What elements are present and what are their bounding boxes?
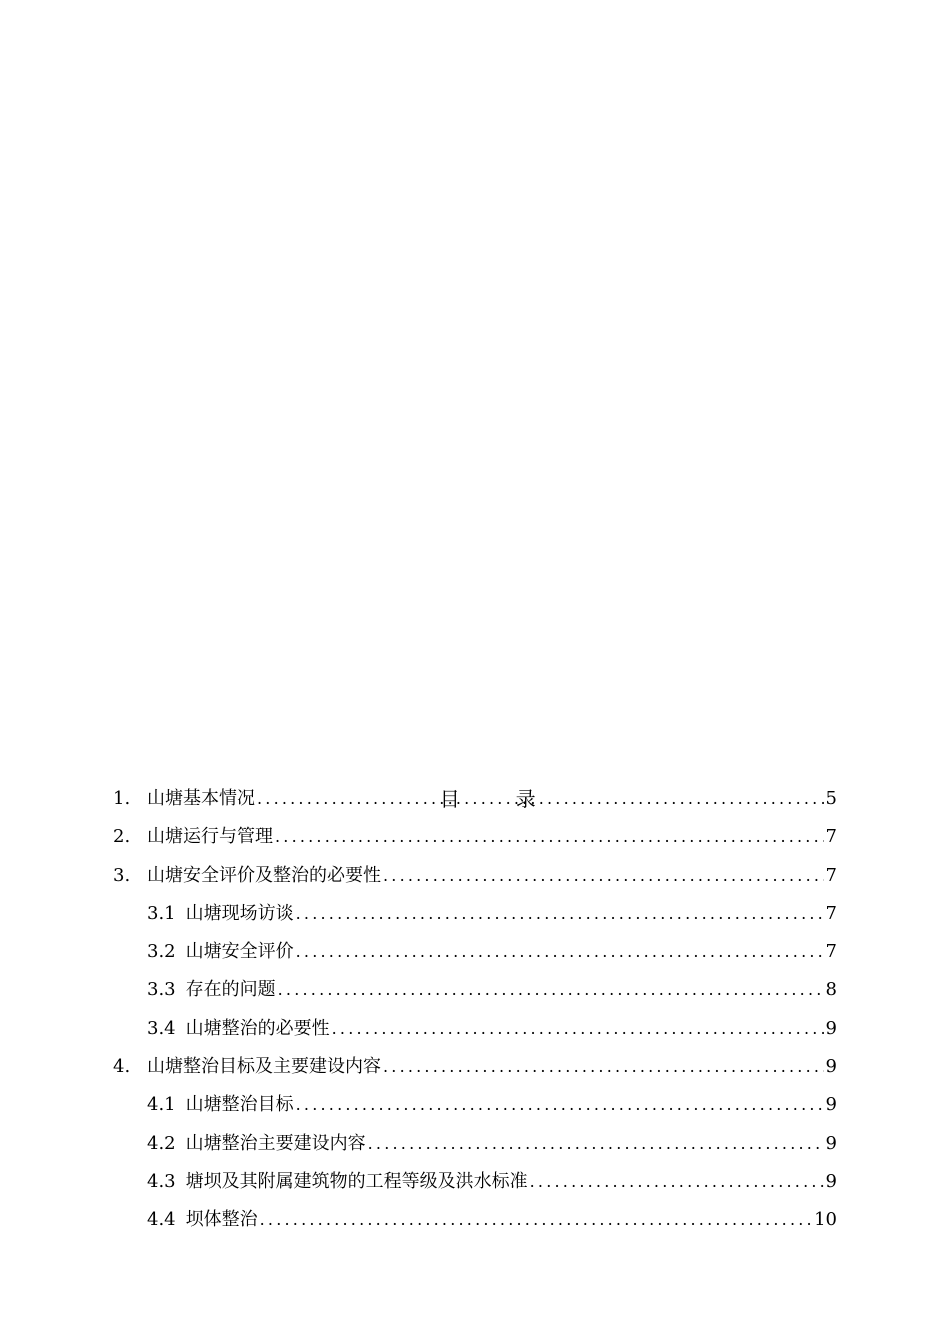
- toc-entry-text: 山塘基本情况: [147, 788, 255, 809]
- toc-dot-leader: [260, 1201, 812, 1239]
- toc-entry[interactable]: [113, 1086, 837, 1124]
- toc-dot-leader: [296, 1086, 824, 1124]
- toc-title-left: 目: [439, 787, 460, 811]
- toc-dot-leader: [332, 1010, 824, 1048]
- toc-dot-leader: [296, 933, 824, 971]
- toc-entry[interactable]: [113, 780, 837, 818]
- toc-entry-number: 3.2: [147, 941, 176, 963]
- toc-entry-text: 坝体整治: [185, 1209, 258, 1231]
- toc-entry-number: 4.1: [147, 1094, 176, 1116]
- toc-dot-leader: [257, 780, 824, 818]
- toc-entry[interactable]: [113, 1010, 837, 1048]
- toc-entry-number: 4.3: [147, 1170, 176, 1192]
- toc-dot-leader: [368, 1125, 824, 1163]
- toc-entry-text: 山塘现场访谈: [185, 902, 294, 924]
- toc-entry[interactable]: [113, 1048, 837, 1086]
- toc-entry-number: 3.1: [147, 902, 176, 924]
- toc-title-right: 录: [515, 787, 536, 811]
- toc-entry[interactable]: [113, 857, 837, 895]
- toc-dot-leader: [530, 1163, 824, 1201]
- toc-entry-page: 8: [825, 979, 837, 1001]
- toc-entry[interactable]: [113, 895, 837, 933]
- toc-entry-text: 存在的问题: [185, 979, 276, 1001]
- toc-entry-page: 9: [825, 1017, 837, 1039]
- toc-dot-leader: [296, 895, 824, 933]
- toc-entry[interactable]: [113, 971, 837, 1009]
- toc-entry[interactable]: [113, 1163, 837, 1201]
- toc-entry-page: 10: [814, 1209, 837, 1231]
- toc-entry-text: 山塘整治目标: [185, 1094, 294, 1116]
- toc-entry-text: 塘坝及其附属建筑物的工程等级及洪水标准: [185, 1170, 528, 1192]
- toc-dot-leader: [278, 971, 824, 1009]
- toc-entry[interactable]: [113, 1201, 837, 1239]
- toc-entry-page: 9: [825, 1056, 837, 1078]
- toc-entry-page: 7: [825, 864, 837, 886]
- toc-entry-page: 9: [825, 1132, 837, 1154]
- toc-entry-text: 山塘安全评价: [185, 941, 294, 963]
- toc-entry-text: 山塘整治主要建设内容: [185, 1132, 366, 1154]
- toc-entry-text: 山塘运行与管理: [147, 826, 273, 848]
- toc-entry-number: 1.: [113, 788, 131, 809]
- table-of-contents: [113, 742, 837, 1240]
- toc-entry-number: 3.4: [147, 1017, 176, 1039]
- toc-entry[interactable]: [113, 818, 837, 856]
- toc-entry-page: 9: [825, 1170, 837, 1192]
- toc-dot-leader: [383, 1048, 824, 1086]
- toc-entry-text: 山塘整治目标及主要建设内容: [147, 1056, 381, 1078]
- toc-entry-text: 山塘安全评价及整治的必要性: [147, 864, 381, 886]
- toc-dot-leader: [275, 818, 824, 856]
- toc-dot-leader: [383, 857, 824, 895]
- toc-entry-number: 3.: [113, 864, 131, 886]
- toc-entry-number: 2.: [113, 826, 131, 848]
- toc-entry-page: 7: [825, 902, 837, 924]
- toc-entry-page: 5: [825, 788, 837, 809]
- toc-entry[interactable]: [113, 1125, 837, 1163]
- toc-entry-page: 9: [825, 1094, 837, 1116]
- toc-entry-number: 3.3: [147, 979, 176, 1001]
- toc-entry-page: 7: [825, 826, 837, 848]
- toc-entry-number: 4.4: [147, 1209, 176, 1231]
- toc-entry[interactable]: [113, 933, 837, 971]
- toc-entry-number: 4.2: [147, 1132, 176, 1154]
- toc-entry-text: 山塘整治的必要性: [185, 1017, 330, 1039]
- toc-entry-number: 4.: [113, 1056, 131, 1078]
- toc-entry-page: 7: [825, 941, 837, 963]
